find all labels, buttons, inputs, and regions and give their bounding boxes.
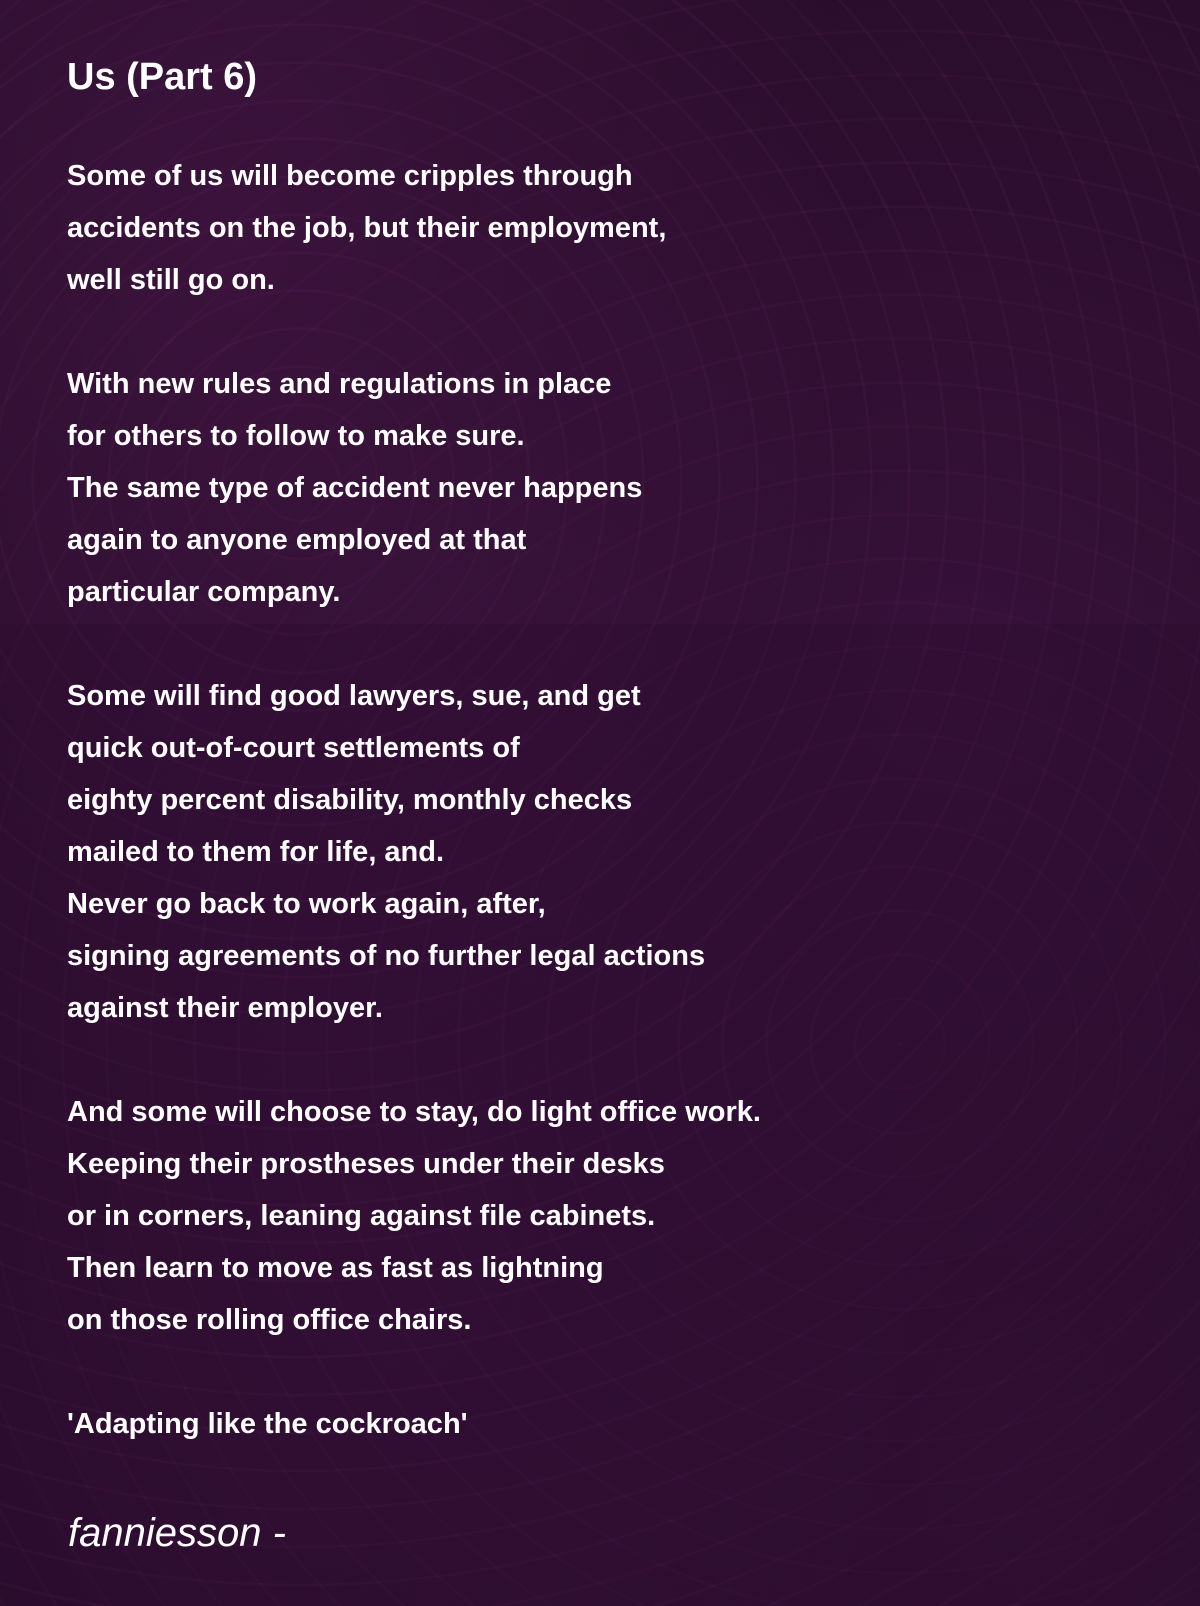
poem-line: or in corners, leaning against file cabinets. (67, 1200, 656, 1232)
stanza-4 (67, 1086, 1167, 1346)
poem-line: again to anyone employed at that (67, 524, 527, 556)
poem-line: quick out-of-court settlements of (67, 732, 520, 764)
poem-title: Us (Part 6) (67, 56, 258, 98)
poem-line: Some will find good lawyers, sue, and get (67, 680, 641, 712)
poem-line: accidents on the job, but their employment, (67, 212, 667, 244)
poem-line: on those rolling office chairs. (67, 1304, 472, 1336)
poem-line: The same type of accident never happens (67, 472, 643, 504)
poem-line: particular company. (67, 576, 341, 608)
poem-line: Some of us will become cripples through (67, 160, 633, 192)
poem-container (67, 52, 1167, 1450)
poem-line: signing agreements of no further legal actions (67, 940, 706, 972)
poem-line: Keeping their prostheses under their desks (67, 1148, 665, 1180)
poem-author: fanniesson - (68, 1511, 286, 1555)
poem-line: And some will choose to stay, do light office work. (67, 1096, 761, 1128)
poem-line: against their employer. (67, 992, 383, 1024)
poem-line: Never go back to work again, after, (67, 888, 546, 920)
stanza-2 (67, 358, 1167, 618)
stanza-5 (67, 1398, 1167, 1450)
poem-line: eighty percent disability, monthly checks (67, 784, 633, 816)
poem-line: Then learn to move as fast as lightning (67, 1252, 604, 1284)
poem-line: for others to follow to make sure. (67, 420, 525, 452)
stanza-3 (67, 670, 1167, 1034)
poem-line: With new rules and regulations in place (67, 368, 612, 400)
stanza-1 (67, 150, 1167, 306)
poem-line: well still go on. (67, 264, 275, 296)
poem-line: mailed to them for life, and. (67, 836, 445, 868)
poem-line: 'Adapting like the cockroach' (67, 1408, 468, 1440)
